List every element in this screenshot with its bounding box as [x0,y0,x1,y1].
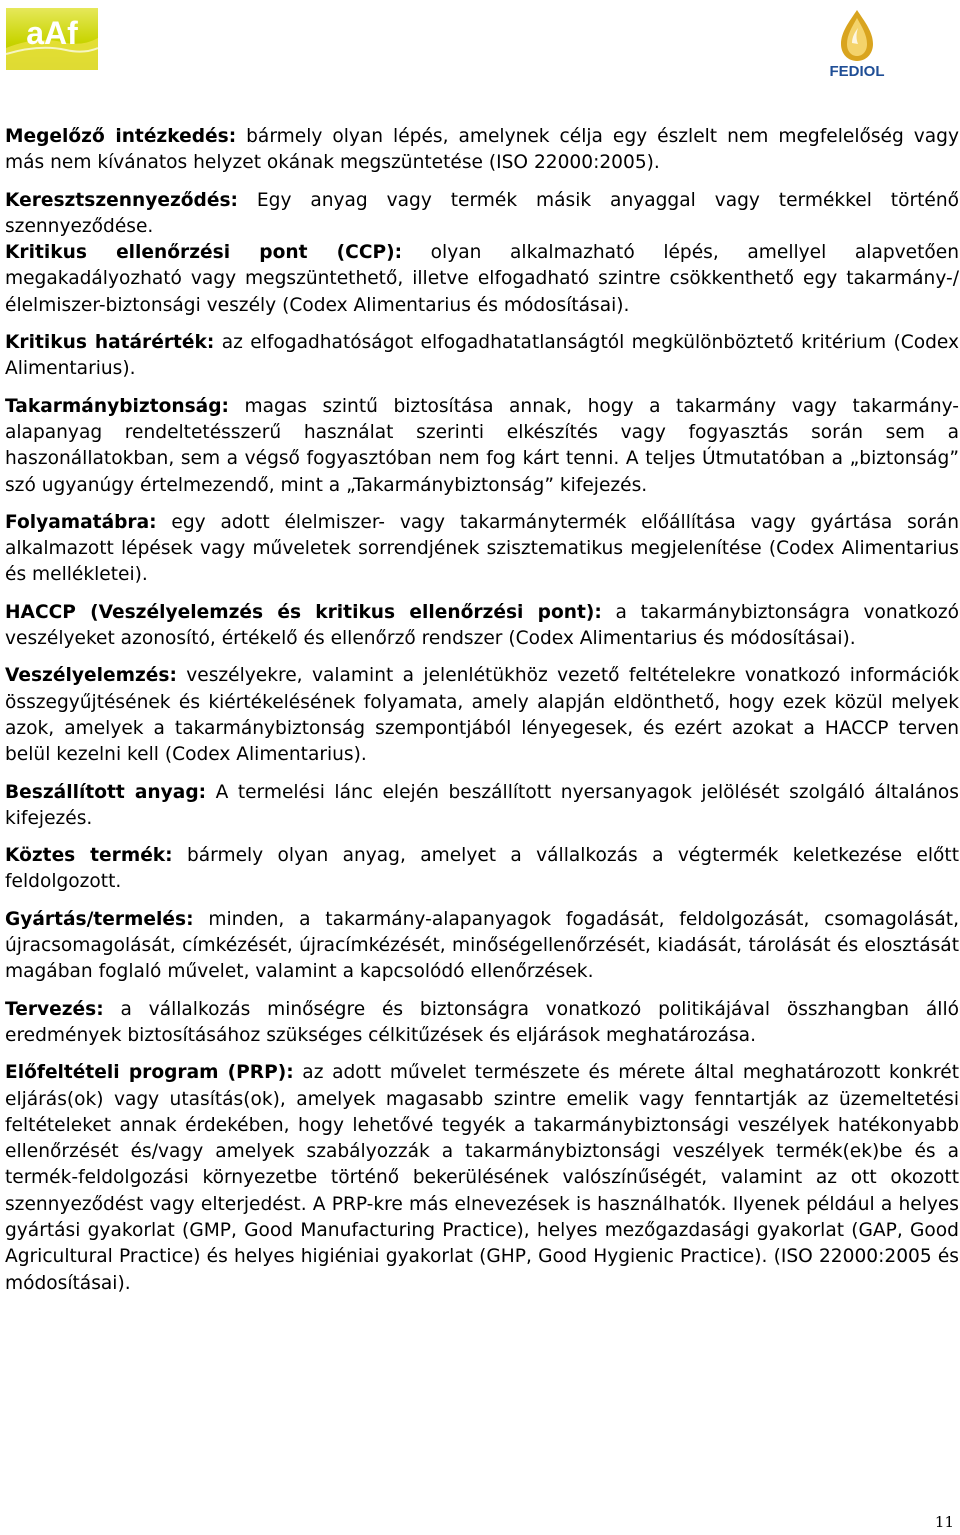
glossary-term: Kritikus határérték: [5,332,215,354]
glossary-definition: a takarmánybiztonságra vonatkozó veszélyeket azonosító, értékelő és ellenőrző rendszer (Codex Alimentarius és módosításai). [5,601,959,650]
glossary-entry [5,124,959,177]
glossary-definition: A termelési lánc elején beszállított nyersanyagok jelölését szolgáló általános kifejezés. [5,781,959,829]
glossary-entry [5,907,959,986]
glossary-term: Megelőző intézkedés: [5,126,237,147]
page-number: 11 [934,1513,954,1531]
glossary-entry [5,663,959,768]
aaf-logo-text: aAf [26,15,78,51]
glossary-definition: veszélyekre, valamint a jelenlétükhöz vezető feltételekre vonatkozó információk összegyűjtésének és kiértékelésének folyamata, amely alapján eldönthető, hogy ezek közül melyek azok, amelyek a takarmánybiztonság szempontjából lényegesek, és ezért azokat a HACCP terven belül kezelni kell (Codex Alimentarius). [5,665,959,766]
glossary-definition: az adott művelet természete és mérete által meghatározott konkrét eljárás(ok) vagy utasítás(ok), amelyek magasabb szintre emelik vagy fenntartják az üzemeltetési feltételeket annak érdekében, hogy lehetővé tegyék a takarmánybiztonsági veszélyek hatékonyabb ellenőrzését és/vagy amelyek szabályozzák a takarmánybiztonsági veszélyek termék(ek)be és a termék-feldolgozási környezetbe történő bekerülésének valószínűségét, valamint az ott okozott szennyeződést vagy elterjedést. A PRP-kre más elnevezések is használhatók. Ilyenek például a helyes gyártási gyakorlat (GMP, Good Manufacturing Practice), helyes mezőgazdasági gyakorlat (GAP, Good Agricultural Practice) és helyes higiéniai gyakorlat (GHP, Good Hygienic Practice). (ISO 22000:2005 és módosításai). [5,1062,959,1294]
glossary-term: HACCP (Veszélyelemzés és kritikus ellenőrzési pont): [5,601,602,623]
glossary-entry [5,188,959,241]
glossary-entry [5,330,959,383]
glossary-definition: minden, a takarmány-alapanyagok fogadását, feldolgozását, csomagolását, újracsomagolását, címkézését, újracímkézését, minőségellenőrzését, kiadását, tárolását és elosztását magában foglaló művelet, valamint a kapcsolódó ellenőrzések. [5,908,959,983]
glossary-definition: olyan alkalmazható lépés, amellyel alapvetően megakadályozható vagy megszüntethető, illetve elfogadható szintre csökkenthető egy takarmány-/élelmiszer-biztonsági veszély (Codex Alimentarius és módosításai). [5,242,960,316]
fediol-logo-text: FEDIOL [829,63,885,78]
glossary-entry [5,843,959,896]
glossary-definition: a vállalkozás minőségre és biztonságra vonatkozó politikájával összhangban álló eredmények biztosításához szükséges célkitűzések és eljárások meghatározása. [5,998,959,1046]
glossary-term: Veszélyelemzés: [5,665,177,687]
glossary-term: Előfeltételi program (PRP): [5,1062,294,1084]
glossary-entry [5,510,959,589]
glossary-entry [5,394,959,499]
glossary-term: Tervezés: [5,998,104,1020]
glossary-term: Gyártás/termelés: [5,908,194,930]
glossary-term: Kritikus ellenőrzési pont (CCP): [5,242,403,264]
aaf-logo [6,8,98,70]
glossary-definition: magas szintű biztosítása annak, hogy a takarmány vagy takarmány-alapanyag rendeltetésszerű használat szerinti elkészítés vagy fogyasztás során sem a haszonállatokban, sem a végső fogyasztóban nem fog kárt tenni. A teljes Útmutatóban a „biztonság” szó ugyanúgy értelmezendő, mint a „Takarmánybiztonság” kifejezés. [5,395,959,496]
glossary-entry [5,600,959,653]
glossary-entry [5,997,959,1050]
glossary-entry [5,780,959,833]
glossary-definition: bármely olyan anyag, amelyet a vállalkozás a végtermék keletkezése előtt feldolgozott. [5,845,959,893]
glossary-term: Köztes termék: [5,845,173,867]
glossary-body [5,124,959,1308]
glossary-definition: az elfogadhatóságot elfogadhatatlanságtól megkülönböztető kritérium (Codex Alimentarius). [5,332,960,380]
glossary-entry [5,1060,959,1297]
glossary-term: Beszállított anyag: [5,781,207,803]
glossary-definition: egy adott élelmiszer- vagy takarmánytermék előállítása vagy gyártása során alkalmazott lépések vagy műveletek sorrendjének szisztematikus megjelenítése (Codex Alimentarius és mellékletei). [5,511,959,586]
glossary-definition: Egy anyag vagy termék másik anyaggal vagy termékkel történő szennyeződése. [5,189,959,237]
fediol-logo [818,6,896,78]
glossary-term: Takarmánybiztonság: [5,395,229,417]
glossary-entry [5,240,959,319]
page-header [0,0,960,90]
glossary-term: Keresztszennyeződés: [5,189,238,211]
glossary-definition: bármely olyan lépés, amelynek célja egy észlelt nem megfelelőség vagy más nem kívánatos helyzet okának megszüntetése (ISO 22000:2005). [5,126,959,174]
glossary-term: Folyamatábra: [5,511,157,533]
